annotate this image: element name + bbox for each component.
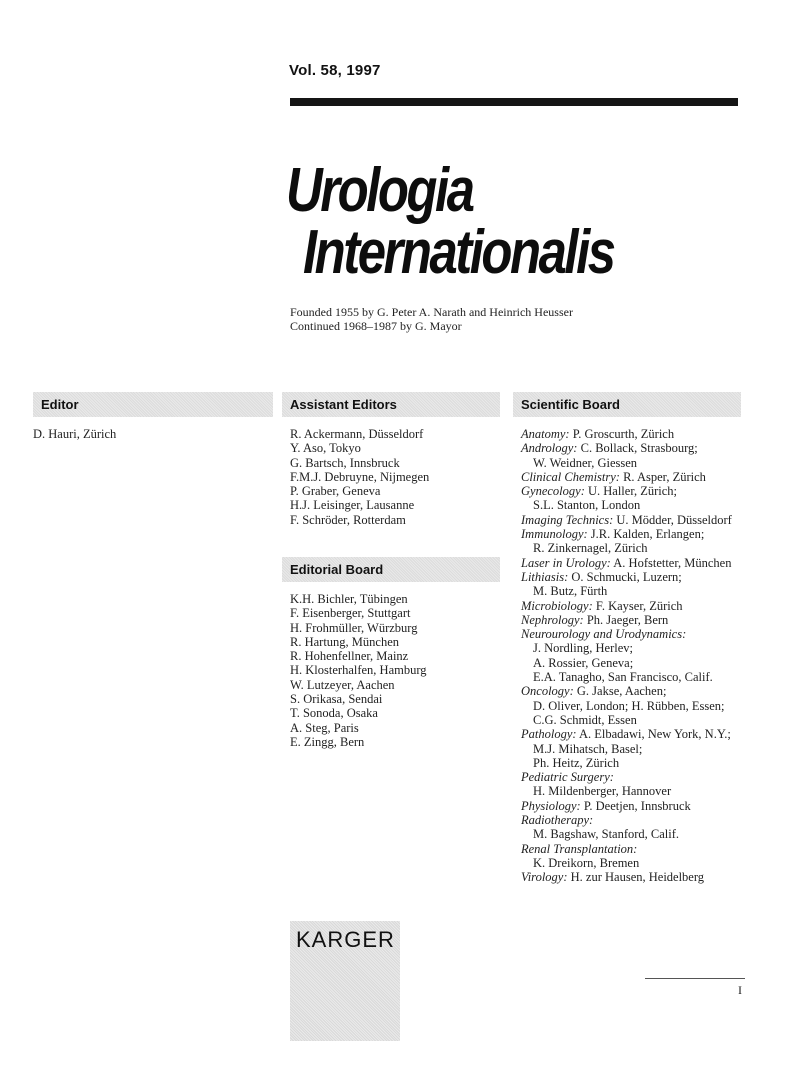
member-name: A. Rossier, Geneva; xyxy=(533,655,634,670)
member-name: P. Deetjen, Innsbruck xyxy=(580,798,691,813)
member-name: A. Hofstetter, München xyxy=(610,555,732,570)
member-name: C.G. Schmidt, Essen xyxy=(533,712,637,727)
editorial-board-list xyxy=(282,592,500,749)
member-name: A. Elbadawi, New York, N.Y.; xyxy=(576,727,731,742)
field-label: Nephrology: xyxy=(521,612,584,627)
member-name: S.L. Stanton, London xyxy=(533,498,641,513)
assistant-editors-heading: Assistant Editors xyxy=(282,392,500,417)
list-item: A. Steg, Paris xyxy=(290,720,359,735)
list-item xyxy=(521,699,741,713)
list-item xyxy=(521,742,741,756)
editor-name: D. Hauri, Zürich xyxy=(33,427,117,441)
list-item: Y. Aso, Tokyo xyxy=(290,441,361,456)
header-rule xyxy=(290,98,738,106)
assistant-editors-section xyxy=(282,392,500,527)
page-number: I xyxy=(738,983,742,997)
field-label: Renal Transplantation: xyxy=(521,841,638,856)
journal-title-line1: Urologia xyxy=(286,156,473,225)
member-name: O. Schmucki, Luzern; xyxy=(568,569,682,584)
list-item xyxy=(521,427,741,441)
member-name: Ph. Jaeger, Bern xyxy=(583,612,669,627)
member-name: J.R. Kalden, Erlangen; xyxy=(587,527,705,542)
journal-title-line2: Internationalis xyxy=(303,218,614,287)
scientific-board-section xyxy=(513,392,741,885)
list-item xyxy=(521,498,741,512)
field-label: Oncology: xyxy=(521,684,574,699)
list-item xyxy=(521,441,741,455)
list-item xyxy=(521,484,741,498)
list-item xyxy=(521,456,741,470)
list-item xyxy=(521,856,741,870)
member-name: W. Weidner, Giessen xyxy=(533,455,638,470)
volume-label: Vol. 58, 1997 xyxy=(289,62,381,79)
field-label: Andrology: xyxy=(521,441,578,456)
editor-heading: Editor xyxy=(33,392,273,417)
field-label: Lithiasis: xyxy=(521,569,569,584)
list-item xyxy=(521,727,741,741)
member-name: R. Zinkernagel, Zürich xyxy=(533,541,648,556)
list-item: T. Sonoda, Osaka xyxy=(290,706,378,721)
field-label: Gynecology: xyxy=(521,484,585,499)
list-item xyxy=(521,556,741,570)
list-item xyxy=(521,613,741,627)
member-name: H. zur Hausen, Heidelberg xyxy=(567,870,705,885)
member-name: H. Mildenberger, Hannover xyxy=(533,784,672,799)
member-name: D. Oliver, London; H. Rübben, Essen; xyxy=(533,698,725,713)
list-item xyxy=(521,570,741,584)
list-item xyxy=(521,513,741,527)
list-item xyxy=(521,770,741,784)
field-label: Immunology: xyxy=(521,527,588,542)
list-item xyxy=(521,713,741,727)
list-item xyxy=(521,541,741,555)
list-item xyxy=(521,599,741,613)
list-item xyxy=(521,584,741,598)
member-name: K. Dreikorn, Bremen xyxy=(533,855,640,870)
list-item: H.J. Leisinger, Lausanne xyxy=(290,498,415,513)
field-label: Microbiology: xyxy=(521,598,593,613)
list-item: R. Hartung, München xyxy=(290,634,400,649)
field-label: Anatomy: xyxy=(521,427,570,441)
list-item xyxy=(521,799,741,813)
editorial-board-heading: Editorial Board xyxy=(282,557,500,582)
field-label: Clinical Chemistry: xyxy=(521,469,620,484)
member-name: C. Bollack, Strasbourg; xyxy=(577,441,698,456)
member-name: U. Haller, Zürich; xyxy=(584,484,678,499)
member-name: G. Jakse, Aachen; xyxy=(573,684,667,699)
scientific-board-list xyxy=(513,427,741,885)
member-name: E.A. Tanagho, San Francisco, Calif. xyxy=(533,670,713,685)
scientific-board-heading: Scientific Board xyxy=(513,392,741,417)
member-name: U. Mödder, Düsseldorf xyxy=(613,512,732,527)
list-item: K.H. Bichler, Tübingen xyxy=(290,592,408,606)
list-item xyxy=(521,842,741,856)
list-item xyxy=(521,684,741,698)
list-item xyxy=(521,656,741,670)
list-item xyxy=(521,670,741,684)
list-item: F. Eisenberger, Stuttgart xyxy=(290,606,411,621)
list-item xyxy=(521,813,741,827)
publisher-logo: KARGER xyxy=(296,927,395,952)
field-label: Imaging Technics: xyxy=(521,512,614,527)
list-item: F. Schröder, Rotterdam xyxy=(290,512,406,527)
footer-rule xyxy=(645,978,745,979)
field-label: Radiotherapy: xyxy=(521,813,594,828)
list-item xyxy=(521,641,741,655)
member-name: M.J. Mihatsch, Basel; xyxy=(533,741,643,756)
list-item xyxy=(521,527,741,541)
list-item: F.M.J. Debruyne, Nijmegen xyxy=(290,469,430,484)
member-name: J. Nordling, Herlev; xyxy=(533,641,633,656)
member-name: M. Bagshaw, Stanford, Calif. xyxy=(533,827,680,842)
list-item xyxy=(521,756,741,770)
list-item xyxy=(521,470,741,484)
list-item: P. Graber, Geneva xyxy=(290,484,381,499)
list-item xyxy=(521,784,741,798)
field-label: Laser in Urology: xyxy=(521,555,611,570)
editorial-board-section xyxy=(282,557,500,749)
member-name: M. Butz, Fürth xyxy=(533,584,608,599)
member-name: R. Asper, Zürich xyxy=(619,469,706,484)
founding-note xyxy=(290,305,573,333)
list-item xyxy=(521,870,741,884)
field-label: Neurourology and Urodynamics: xyxy=(521,627,687,642)
field-label: Physiology: xyxy=(521,798,581,813)
editor-section xyxy=(33,392,273,441)
list-item: W. Lutzeyer, Aachen xyxy=(290,677,395,692)
list-item xyxy=(521,627,741,641)
founded-line: Founded 1955 by G. Peter A. Narath and Heinrich Heusser xyxy=(290,305,573,319)
list-item: H. Klosterhalfen, Hamburg xyxy=(290,663,427,678)
list-item xyxy=(521,827,741,841)
list-item: R. Ackermann, Düsseldorf xyxy=(290,427,424,441)
field-label: Pediatric Surgery: xyxy=(521,770,614,785)
list-item: S. Orikasa, Sendai xyxy=(290,692,383,707)
assistant-editors-list xyxy=(282,427,500,527)
field-label: Pathology: xyxy=(521,727,577,742)
list-item: H. Frohmüller, Würzburg xyxy=(290,620,418,635)
list-item: G. Bartsch, Innsbruck xyxy=(290,455,400,470)
field-label: Virology: xyxy=(521,870,568,885)
member-name: P. Groscurth, Zürich xyxy=(569,427,675,441)
editor-list xyxy=(33,427,273,441)
continued-line: Continued 1968–1987 by G. Mayor xyxy=(290,319,462,333)
list-item: E. Zingg, Bern xyxy=(290,734,365,749)
member-name: F. Kayser, Zürich xyxy=(592,598,683,613)
list-item: R. Hohenfellner, Mainz xyxy=(290,649,409,664)
publisher-logo-block xyxy=(290,921,400,1041)
member-name: Ph. Heitz, Zürich xyxy=(533,755,620,770)
